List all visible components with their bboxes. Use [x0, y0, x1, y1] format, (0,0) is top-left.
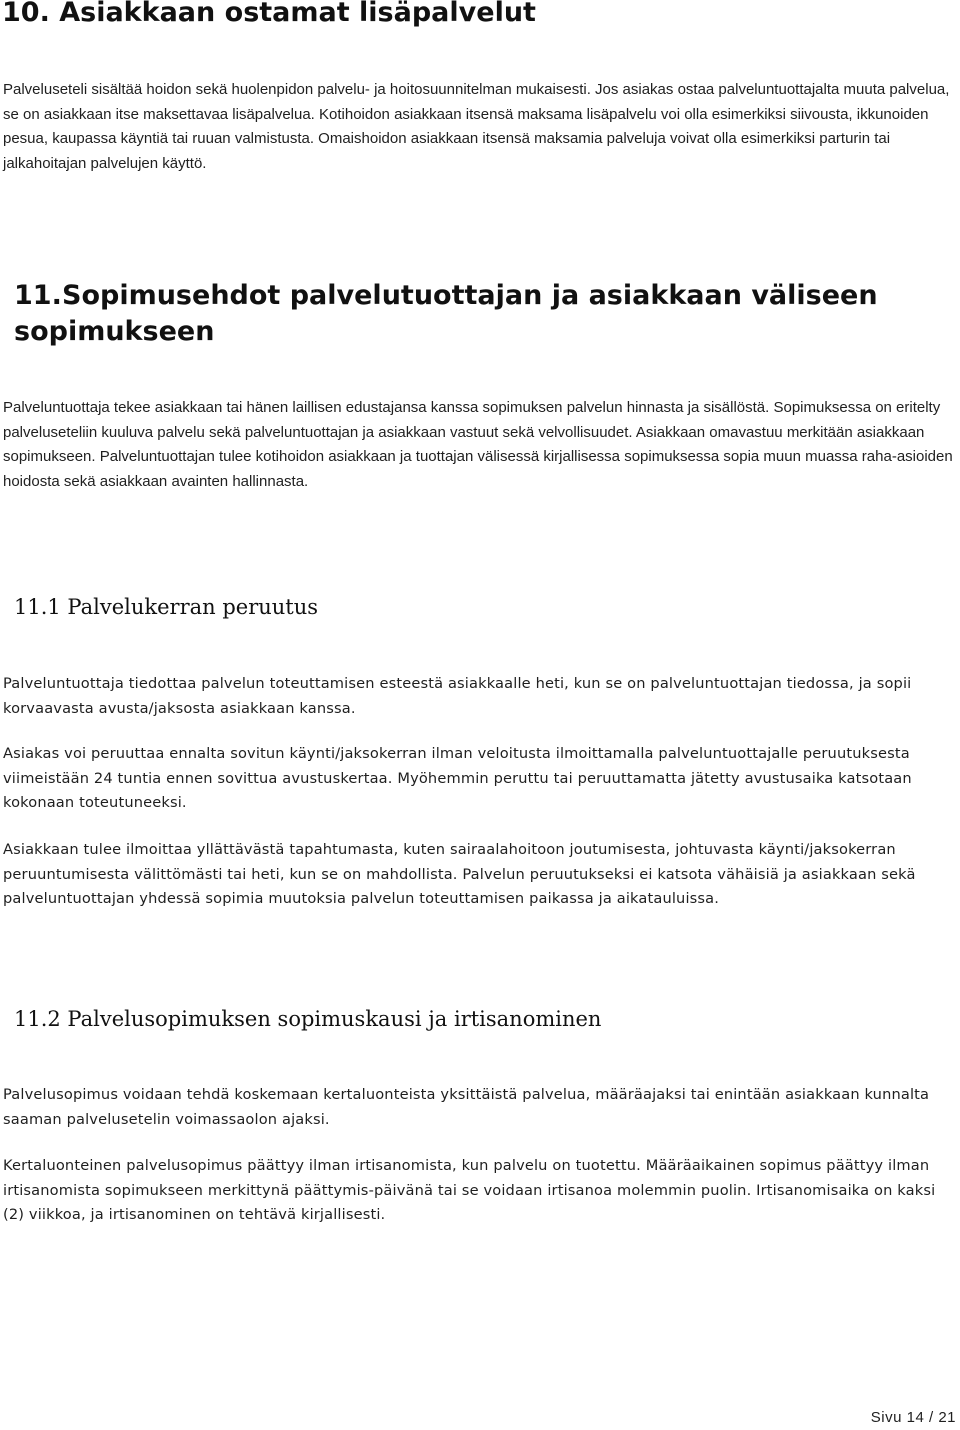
section-11-2-paragraph-2: Kertaluonteinen palvelusopimus päättyy ilman irtisanomista, kun palvelu on tuotettu. Määräaikainen sopimus päättyy ilman irtisanomista sopimukseen merkittynä päättymis-päivänä tai se voidaan irtisanoa molemmin puolin. Irtisanomisaika on kaksi (2) viikkoa, ja irtisanominen on tehtävä kirjallisesti.	[3, 1157, 936, 1223]
section-11-2-heading: 11.2 Palvelusopimuksen sopimuskausi ja irtisanominen	[14, 1007, 602, 1031]
section-11-heading	[14, 278, 914, 350]
section-11-1-paragraph-1: Palveluntuottaja tiedottaa palvelun toteuttamisen esteestä asiakkaalle heti, kun se on palveluntuottajan tiedossa, ja sopii korvaavasta avusta/jaksosta asiakkaan kanssa.	[3, 675, 912, 717]
section-11-number: 11.	[14, 280, 62, 311]
section-11-title: Sopimusehdot palvelutuottajan ja asiakkaan väliseen sopimukseen	[14, 280, 878, 347]
section-11-paragraph: Palveluntuottaja tekee asiakkaan tai hänen laillisen edustajansa kanssa sopimuksen palvelun hinnasta ja sisällöstä. Sopimuksessa on eritelty palveluseteliin kuuluva palvelu sekä palveluntuottajan ja asiakkaan vastuut sekä velvollisuudet. Asiakkaan omavastuu merkitään asiakkaan sopimukseen. Palveluntuottajan tulee kotihoidon asiakkaan ja tuottajan välisessä kirjallisessa sopimuksessa sopia muun muassa raha-asioiden hoidosta sekä asiakkaan avainten hallinnasta.	[3, 399, 953, 490]
page-number: Sivu 14 / 21	[870, 1409, 956, 1426]
section-11-1-heading: 11.1 Palvelukerran peruutus	[14, 595, 319, 619]
section-11-1-paragraph-2: Asiakas voi peruuttaa ennalta sovitun käynti/jaksokerran ilman veloitusta ilmoittamalla palveluntuottajalle peruutuksesta viimeistään 24 tuntia ennen sovittua avustuskertaa. Myöhemmin peruttu tai peruuttamatta jätetty avustusaika katsotaan kokonaan toteutuneeksi.	[3, 745, 912, 811]
section-11-1-paragraph-3: Asiakkaan tulee ilmoittaa yllättävästä tapahtumasta, kuten sairaalahoitoon joutumisesta, johtuvasta käynti/jaksokerran peruuntumisesta välittömästi tai heti, kun se on mahdollista. Palvelun peruutukseksi ei katsota vähäisiä ja asiakkaan sekä palveluntuottajan yhdessä sopimia muutoksia palvelun toteuttamisen paikassa ja aikatauluissa.	[3, 841, 916, 907]
section-11-2-paragraph-1: Palvelusopimus voidaan tehdä koskemaan kertaluonteista yksittäistä palvelua, määräajaksi tai enintään asiakkaan kunnalta saaman palvelusetelin voimassaolon ajaksi.	[3, 1086, 930, 1128]
section-10-paragraph: Palveluseteli sisältää hoidon sekä huolenpidon palvelu- ja hoitosuunnitelman mukaisesti. Jos asiakas ostaa palveluntuottajalta muuta palvelua, se on asiakkaan itse maksettavaa lisäpalvelua. Kotihoidon asiakkaan itsensä maksama lisäpalvelu voi olla esimerkiksi siivousta, ikkunoiden pesua, kaupassa käyntiä tai ruuan valmistusta. Omaishoidon asiakkaan itsensä maksamia palveluja voivat olla esimerkiksi parturin tai jalkahoitajan palvelujen käyttö.	[3, 81, 950, 172]
section-10-heading: 10. Asiakkaan ostamat lisäpalvelut	[2, 0, 536, 28]
